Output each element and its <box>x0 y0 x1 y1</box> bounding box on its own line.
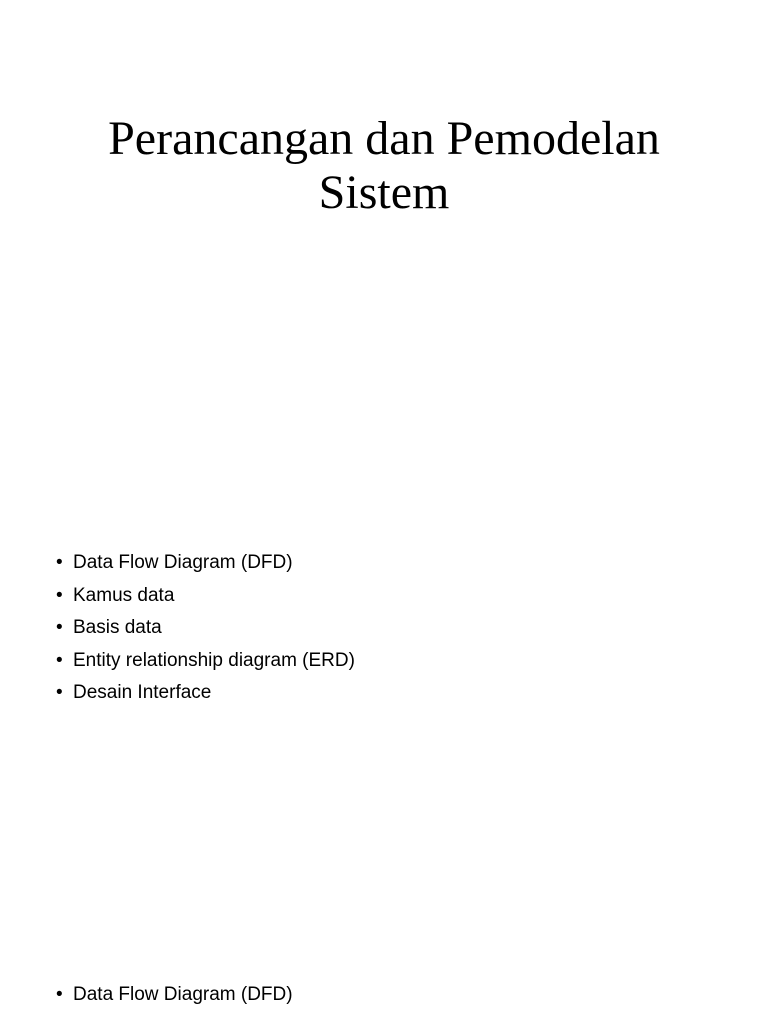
list-item-text: Kamus data <box>73 584 175 606</box>
list-item-text: Data Flow Diagram (DFD) <box>73 984 293 1005</box>
slide-title-line2: Sistem <box>318 166 450 219</box>
bullet-dot: • <box>56 649 63 671</box>
bullet-dot: • <box>56 552 63 573</box>
bullet-dot: • <box>56 682 63 703</box>
list-item <box>56 979 293 1012</box>
list-item-text: Desain Interface <box>73 682 212 703</box>
slide-title-line1: Perancangan dan Pemodelan <box>108 112 660 165</box>
slide-title <box>0 112 768 220</box>
bullet-list-primary <box>56 547 355 710</box>
bullet-list-secondary <box>56 979 293 1012</box>
list-item-text: Data Flow Diagram (DFD) <box>73 552 293 573</box>
bullet-dot: • <box>56 584 63 606</box>
list-item-text: Entity relationship diagram (ERD) <box>73 649 355 671</box>
list-item <box>56 645 355 678</box>
bullet-dot: • <box>56 617 63 638</box>
list-item <box>56 547 355 580</box>
list-item-text: Basis data <box>73 617 162 638</box>
list-item <box>56 580 355 613</box>
bullet-dot: • <box>56 984 63 1005</box>
list-item <box>56 612 355 645</box>
list-item <box>56 677 355 710</box>
